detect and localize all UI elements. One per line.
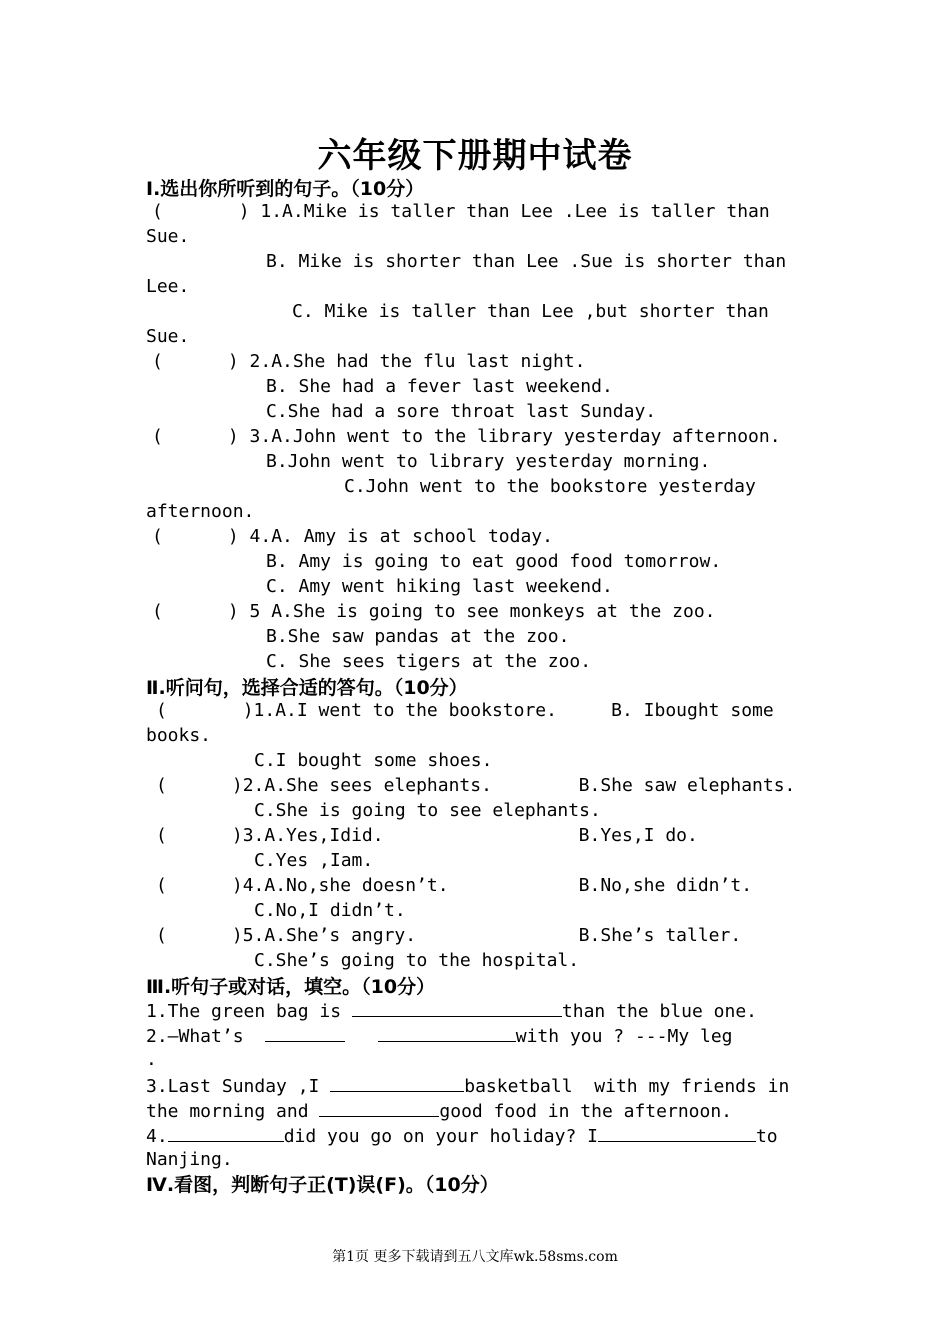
- s1-q1-option-a: ( ) 1.A.Mike is taller than Lee .Lee is taller than: [152, 201, 770, 222]
- s1-q4-option-c: C. Amy went hiking last weekend.: [266, 576, 613, 597]
- s1-q1-option-c: C. Mike is taller than Lee ,but shorter than: [292, 301, 769, 322]
- s3-s3-blank-2[interactable]: [319, 1098, 439, 1117]
- section-1-heading: Ⅰ.选出你所听到的句子。（10分）: [146, 178, 425, 200]
- section-2-heading: Ⅱ.听问句，选择合适的答句。（10分）: [146, 677, 468, 699]
- s2-q1-option-c: C.I bought some shoes.: [254, 750, 493, 771]
- s3-s4-mid: did you go on your holiday? I: [283, 1126, 598, 1147]
- s1-q1-option-b: B. Mike is shorter than Lee .Sue is shorter than: [266, 251, 787, 272]
- s3-sentence-2: [146, 1023, 733, 1049]
- s3-sentence-1: [146, 998, 757, 1024]
- s3-s1-start: 1.The green bag is: [146, 1001, 342, 1022]
- page-title: 六年级下册期中试卷: [317, 136, 633, 176]
- s3-s3b-end: good food in the afternoon.: [439, 1101, 733, 1122]
- s3-s4-blank-1[interactable]: [168, 1123, 284, 1142]
- s2-q3-options: ( )3.A.Yes,Idid. B.Yes,I do.: [156, 825, 698, 846]
- s2-q3-option-c: C.Yes ,Iam.: [254, 850, 374, 871]
- s3-sentence-3: [146, 1073, 789, 1099]
- s1-q3-option-c-wrap: afternoon.: [146, 501, 255, 522]
- s3-s2-blank-1[interactable]: [265, 1023, 345, 1042]
- s2-q4-options: ( )4.A.No,she doesn’t. B.No,she didn’t.: [156, 875, 753, 896]
- s3-s1-end: than the blue one.: [561, 1001, 757, 1022]
- s3-s3-end: basketball with my friends in: [464, 1076, 790, 1097]
- s3-sentence-3-cont: [146, 1098, 732, 1124]
- s1-q4-option-b: B. Amy is going to eat good food tomorrow.: [266, 551, 722, 572]
- s3-s2-start: 2.—What’s: [146, 1026, 244, 1047]
- s3-s3b-start: the morning and: [146, 1101, 309, 1122]
- s1-q5-option-a: ( ) 5 A.She is going to see monkeys at the zoo.: [152, 601, 716, 622]
- s3-s4-end: to: [755, 1126, 778, 1147]
- s1-q1-option-c-wrap: Sue.: [146, 326, 190, 347]
- s3-s3-blank-1[interactable]: [330, 1073, 464, 1092]
- s1-q2-option-c: C.She had a sore throat last Sunday.: [266, 401, 657, 422]
- s1-q3-option-b: B.John went to library yesterday morning.: [266, 451, 711, 472]
- s3-s4-start: 4.: [146, 1126, 168, 1147]
- page-footer: 第1页 更多下载请到五八文库wk.58sms.com: [332, 1249, 618, 1265]
- s2-q1-wrap: books.: [146, 725, 212, 746]
- s1-q3-option-a: ( ) 3.A.John went to the library yesterday afternoon.: [152, 426, 781, 447]
- s2-q4-option-c: C.No,I didn’t.: [254, 900, 406, 921]
- s3-sentence-4: [146, 1123, 778, 1149]
- s1-q3-option-c: C.John went to the bookstore yesterday: [344, 476, 756, 497]
- s2-q2-options: ( )2.A.She sees elephants. B.She saw elephants.: [156, 775, 796, 796]
- s3-s2-end: you ? ---My leg: [569, 1026, 733, 1047]
- s1-q4-option-a: ( ) 4.A. Amy is at school today.: [152, 526, 553, 547]
- s2-q5-option-c: C.She’s going to the hospital.: [254, 950, 580, 971]
- section-4-heading: Ⅳ.看图，判断句子正(T)误(F)。（10分）: [146, 1174, 499, 1196]
- s1-q5-option-c: C. She sees tigers at the zoo.: [266, 651, 592, 672]
- s1-q1-option-b-wrap: Lee.: [146, 276, 190, 297]
- s1-q2-option-b: B. She had a fever last weekend.: [266, 376, 613, 397]
- s2-q1-options: ( )1.A.I went to the bookstore. B. Ibought some: [156, 700, 774, 721]
- s3-s2-blank-2[interactable]: [378, 1023, 516, 1042]
- s2-q2-option-c: C.She is going to see elephants.: [254, 800, 601, 821]
- s3-sentence-4-wrap: Nanjing.: [146, 1149, 233, 1170]
- s1-q5-option-b: B.She saw pandas at the zoo.: [266, 626, 570, 647]
- section-3-heading: Ⅲ.听句子或对话，填空。（10分）: [146, 976, 436, 998]
- s3-s3-start: 3.Last Sunday ,I: [146, 1076, 320, 1097]
- s3-s2-mid: with: [515, 1026, 560, 1047]
- s2-q5-options: ( )5.A.She’s angry. B.She’s taller.: [156, 925, 742, 946]
- s3-s1-blank[interactable]: [352, 998, 562, 1017]
- s1-q1-option-a-wrap: Sue.: [146, 226, 190, 247]
- s3-s4-blank-2[interactable]: [598, 1123, 756, 1142]
- s3-sentence-2-wrap: .: [146, 1049, 157, 1070]
- s1-q2-option-a: ( ) 2.A.She had the flu last night.: [152, 351, 586, 372]
